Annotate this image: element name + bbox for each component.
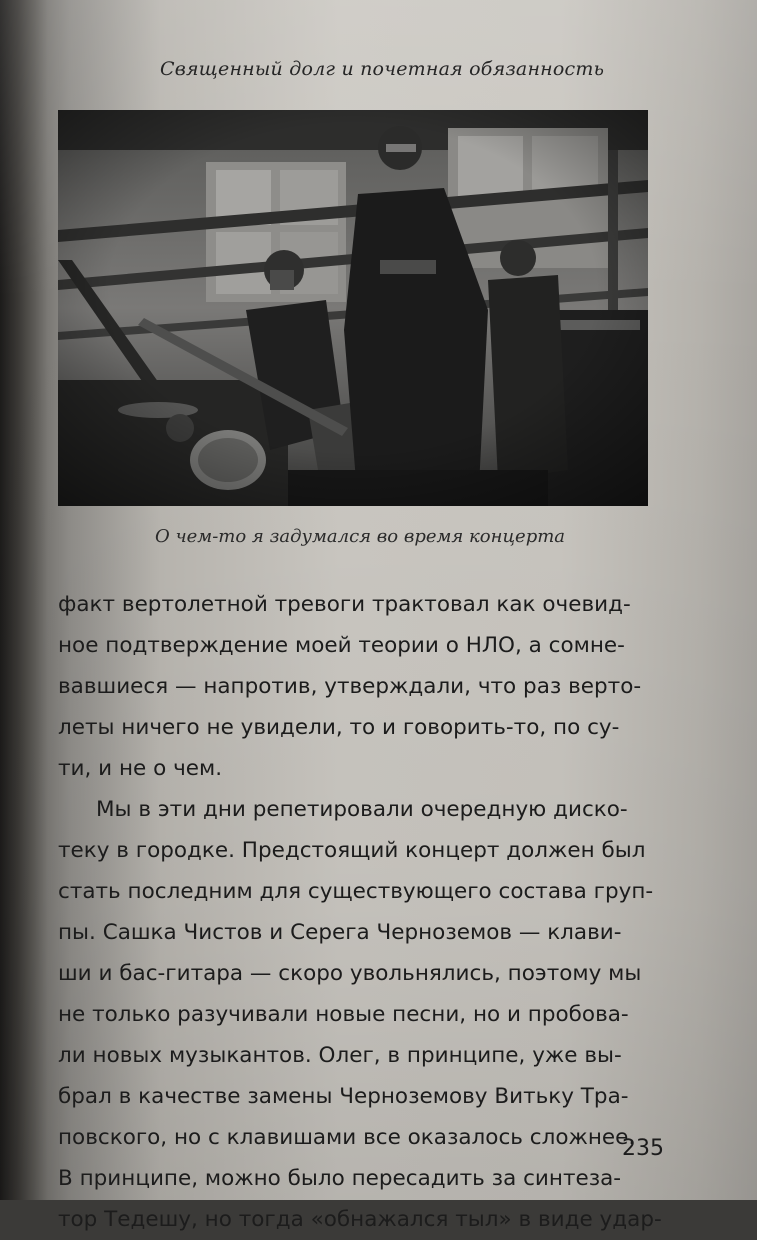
- body-line: В принципе, можно было пересадить за синтеза-: [58, 1166, 622, 1191]
- body-line: ти, и не о чем.: [58, 756, 223, 781]
- concert-photo: [58, 110, 648, 506]
- body-line: не только разучивали новые песни, но и пробова-: [58, 1002, 629, 1027]
- body-line: ное подтверждение моей теории о НЛО, а сомне-: [58, 633, 625, 658]
- running-head: Священный долг и почетная обязанность: [160, 58, 605, 80]
- body-line: повского, но с клавишами все оказалось сложнее.: [58, 1125, 636, 1150]
- body-line: факт вертолетной тревоги трактовал как очевид-: [58, 592, 631, 617]
- body-line: леты ничего не увидели, то и говорить-то, по су-: [58, 715, 620, 740]
- body-line: вавшиеся — напротив, утверждали, что раз верто-: [58, 674, 642, 699]
- body-line: стать последним для существующего состава груп-: [58, 879, 654, 904]
- body-line: теку в городке. Предстоящий концерт должен был: [58, 838, 646, 863]
- body-line: ши и бас-гитара — скоро увольнялись, поэтому мы: [58, 961, 642, 986]
- page-number: 235: [622, 1136, 664, 1161]
- concert-photo-drawing: [58, 110, 648, 506]
- body-text: [58, 584, 678, 1240]
- body-line: ли новых музыкантов. Олег, в принципе, уже вы-: [58, 1043, 622, 1068]
- photo-caption: О чем-то я задумался во время концерта: [154, 526, 566, 547]
- body-line: тор Тедешу, но тогда «обнажался тыл» в виде удар-: [58, 1207, 662, 1232]
- body-line: Мы в эти дни репетировали очередную диско-: [96, 797, 628, 822]
- body-line: пы. Сашка Чистов и Серега Черноземов — клави-: [58, 920, 622, 945]
- body-line: брал в качестве замены Черноземову Витьку Тра-: [58, 1084, 629, 1109]
